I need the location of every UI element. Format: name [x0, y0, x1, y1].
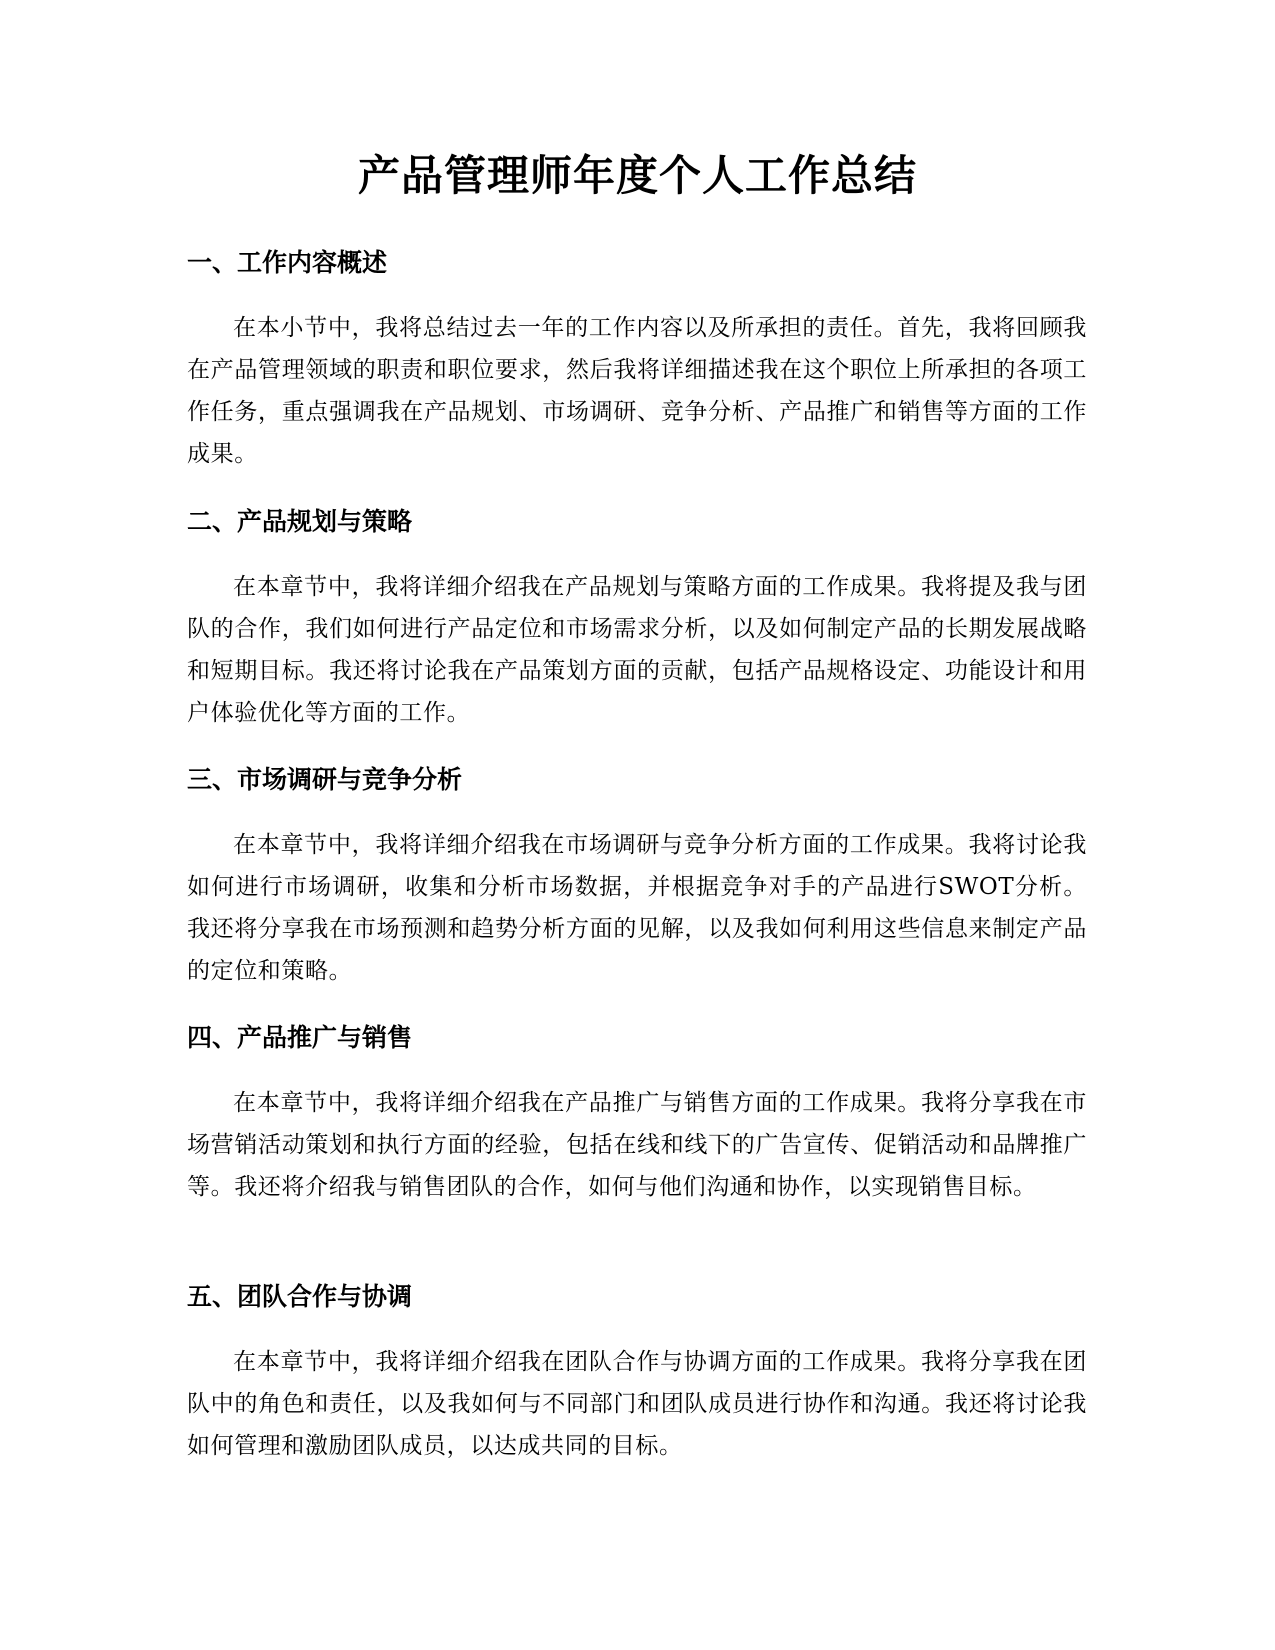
section-heading: 四、产品推广与销售 — [187, 1023, 413, 1052]
section-promotion-sales — [187, 1020, 1087, 1208]
section-market-research — [187, 762, 1087, 992]
section-paragraph: 在本章节中，我将详细介绍我在产品推广与销售方面的工作成果。我将分享我在市场营销活动策划和执行方面的经验，包括在线和线下的广告宣传、促销活动和品牌推广等。我还将介绍我与销售团队的合作，如何与他们沟通和协作，以实现销售目标。 — [187, 1090, 1087, 1200]
section-paragraph: 在本章节中，我将详细介绍我在团队合作与协调方面的工作成果。我将分享我在团队中的角色和责任，以及我如何与不同部门和团队成员进行协作和沟通。我还将讨论我如何管理和激励团队成员，以达成共同的目标。 — [187, 1349, 1087, 1459]
section-heading: 一、工作内容概述 — [187, 248, 388, 277]
section-team-collaboration — [187, 1279, 1087, 1467]
section-heading: 二、产品规划与策略 — [187, 507, 413, 536]
section-heading: 五、团队合作与协调 — [187, 1282, 413, 1311]
document-title: 产品管理师年度个人工作总结 — [357, 151, 917, 200]
section-paragraph: 在本小节中，我将总结过去一年的工作内容以及所承担的责任。首先，我将回顾我在产品管理领域的职责和职位要求，然后我将详细描述我在这个职位上所承担的各项工作任务，重点强调我在产品规划、市场调研、竞争分析、产品推广和销售等方面的工作成果。 — [187, 315, 1087, 467]
section-work-overview — [187, 245, 1087, 475]
section-paragraph: 在本章节中，我将详细介绍我在产品规划与策略方面的工作成果。我将提及我与团队的合作，我们如何进行产品定位和市场需求分析，以及如何制定产品的长期发展战略和短期目标。我还将讨论我在产品策划方面的贡献，包括产品规格设定、功能设计和用户体验优化等方面的工作。 — [187, 574, 1087, 726]
section-heading: 三、市场调研与竞争分析 — [187, 765, 463, 794]
section-paragraph: 在本章节中，我将详细介绍我在市场调研与竞争分析方面的工作成果。我将讨论我如何进行市场调研，收集和分析市场数据，并根据竞争对手的产品进行SWOT分析。我还将分享我在市场预测和趋势分析方面的见解，以及我如何利用这些信息来制定产品的定位和策略。 — [187, 832, 1087, 984]
section-product-planning — [187, 504, 1087, 734]
